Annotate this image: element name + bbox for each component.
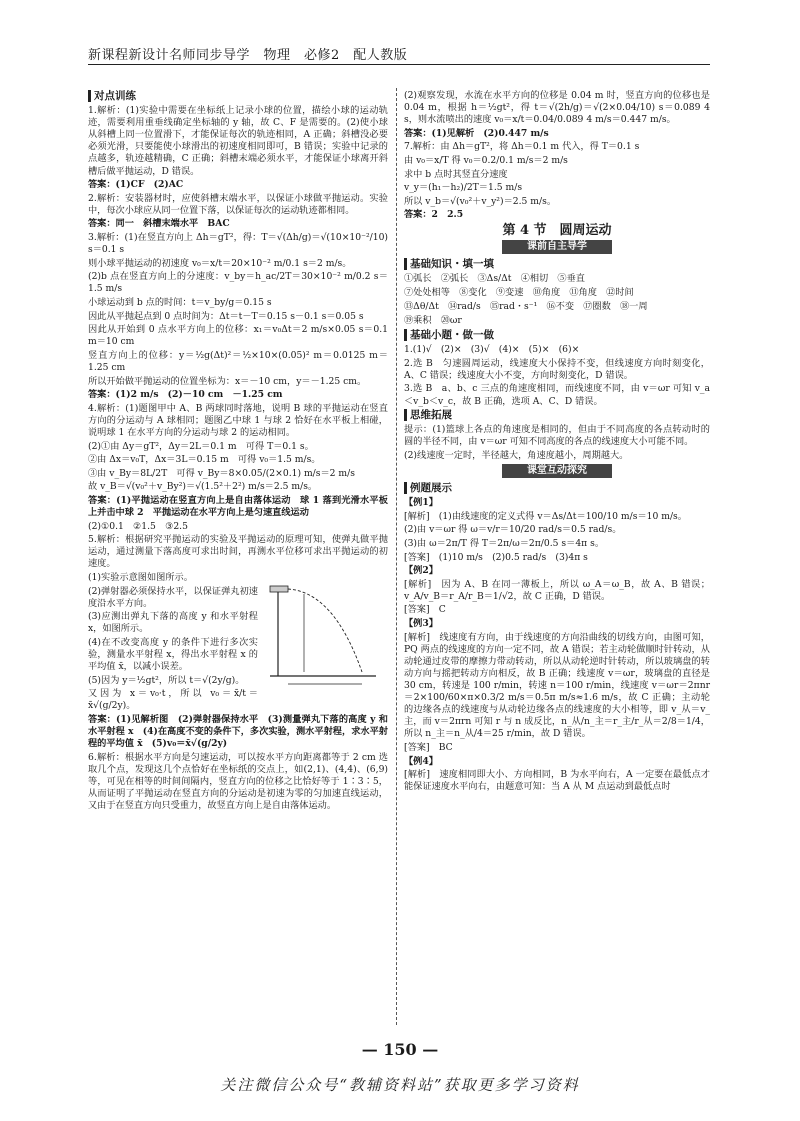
- answer-para: 答案：(1)见解析图 (2)弹射器保持水平 (3)测量弹丸下落的高度 y 和水平射程 x (4)在高度不变的条件下，多次实验，测水平射程，求水平射程的平均值 x̄ (5)v₀＝x̄√(g/2y): [88, 714, 388, 750]
- answer-para: (4)在不改变高度 y 的条件下进行多次实验，测量水平射程 x，得出水平射程 x 的平均值 x̄，以减小误差。: [88, 636, 258, 673]
- answer-para: 4.解析：(1)题图甲中 A、B 两球同时落地，说明 B 球的平抛运动在竖直方向的分运动与 A 球相同；题图乙中球 1 与球 2 恰好在水平板上相碰，说明球 1 在水平方向的分运动与球 2 的运动相同。: [88, 402, 388, 438]
- answer-para: 3.选 B a、b、c 三点的角速度相同，而线速度不同，由 v＝ωr 可知 v_a＜v_b＜v_c，故 B 正确，选项 A、C、D 错误。: [404, 383, 710, 407]
- answer-para: [解析] (1)由线速度的定义式得 v＝Δs/Δt＝100/10 m/s＝10 m/s。: [404, 510, 687, 522]
- fill-answers: ⑬Δθ/Δt ⑭rad/s ⑮rad・s⁻¹ ⑯不变 ⑰圈数 ⑱一周: [404, 300, 648, 312]
- answer-para: 小球运动到 b 点的时间：t＝v_by/g＝0.15 s: [88, 297, 272, 308]
- header-rule: [88, 64, 710, 65]
- answer-para: 所以 v_b＝√(v₀²＋v_y²)＝2.5 m/s。: [404, 195, 557, 207]
- answer-para: 由 v₀＝x/T 得 v₀＝0.2/0.1 m/s＝2 m/s: [404, 154, 568, 166]
- section-heading-basic: 基础知识・填一填: [404, 258, 710, 270]
- section-band: 课前自主导学: [502, 240, 612, 254]
- example-label: 【例2】: [404, 565, 438, 577]
- answer-para: 6.解析：根据水平方向是匀速运动，可以按水平方向距离都等于 2 cm 选取几个点，发现这几个点恰好在坐标纸的交点上，如(2,1)、(4,4)、(6,9)等，可见在相等的时间间隔内，竖直方向的位移之比恰好等于 1∶3∶5，从而证明了平抛运动在竖直方向的分运动是初速为零的匀加速直线运动，又由于在竖直方向只受重力，故竖直方向上是自由落体运动。: [88, 751, 388, 812]
- answer-para: 求中 b 点时其竖直分速度: [404, 168, 508, 180]
- answer-para: 则小球平抛运动的初速度 v₀＝x/t＝20×10⁻² m/0.1 s＝2 m/s。: [88, 257, 352, 269]
- answer-para: 1.(1)√ (2)× (3)√ (4)× (5)× (6)×: [404, 344, 580, 356]
- answer-para: [解析] 因为 A、B 在同一薄板上，所以 ω_A＝ω_B，故 A、B 错误；v_A/v_B＝r_A/r_B＝1/√2，故 C 正确，D 错误。: [404, 578, 710, 602]
- footer-note: 关注微信公众号“教辅资料站”获取更多学习资料: [220, 1076, 580, 1094]
- answer-para: (2)b 点在竖直方向上的分速度：v_by＝h_ac/2T＝30×10⁻² m/0.2 s＝1.5 m/s: [88, 271, 388, 295]
- answer-para: ③由 v_By＝8L/2T 可得 v_By＝8×0.05/(2×0.1) m/s＝2 m/s: [88, 467, 355, 479]
- answer-para: (1)实验示意图如图所示。: [88, 571, 193, 583]
- answer-para: (5)因为 y＝½gt²，所以 t＝√(2y/g)。: [88, 674, 245, 686]
- answer-para: (2)弹射器必须保持水平，以保证弹丸初速度沿水平方向。: [88, 585, 258, 609]
- fill-answers: ⑲乘积 ⑳ωr: [404, 315, 462, 326]
- answer-para: v_y＝(h₁－h₂)/2T＝1.5 m/s: [404, 182, 523, 194]
- answer-para: 2.解析：安装器材时，应使斜槽末端水平，以保证小球做平抛运动。实验中，每次小球应从同一位置下落，以保证每次的运动轨迹都相同。: [88, 192, 388, 216]
- running-header: 新课程新设计名师同步导学 物理 必修2 配人教版: [88, 48, 408, 63]
- answer-para: [答案] BC: [404, 742, 453, 753]
- column-divider: [396, 88, 397, 1025]
- answer-para: 答案：(1)CF (2)AC: [88, 179, 184, 191]
- answer-para: 因此从开始到 0 点水平方向上的位移：x₁＝v₀Δt＝2 m/s×0.05 s＝0.1 m＝10 cm: [88, 324, 388, 348]
- example-label: 【例4】: [404, 755, 438, 767]
- answer-para: 故 v_B＝√(v₀²＋v_By²)＝√(1.5²＋2²) m/s＝2.5 m/s。: [88, 481, 318, 493]
- answer-para: 答案：(1)2 m/s (2)－10 cm －1.25 cm: [88, 389, 283, 401]
- example-label: 【例3】: [404, 618, 438, 630]
- right-column: [404, 90, 710, 795]
- answer-para: 提示：(1)篮球上各点的角速度是相同的，但由于不同高度的各点转动时的圆的半径不同，由 v＝ωr 可知不同高度的各点的线速度大小可能不同。: [404, 424, 710, 448]
- answer-para: (2)线速度一定时，半径越大，角速度越小，周期越大。: [404, 449, 629, 461]
- answer-para: 又因为 x＝v₀·t，所以 v₀＝x̄/t＝x̄√(g/2y)。: [88, 688, 258, 712]
- answer-para: 竖直方向上的位移：y＝½g(Δt)²＝½×10×(0.05)² m＝0.0125 m＝1.25 cm: [88, 349, 388, 373]
- section-heading-quiz: 基础小题・做一做: [404, 329, 710, 341]
- left-column: [88, 90, 388, 814]
- example-label: 【例1】: [404, 497, 438, 509]
- answer-para: (2)①由 Δy＝gT²，Δy＝2L＝0.1 m 可得 T＝0.1 s。: [88, 440, 314, 452]
- page-number: — 150 —: [361, 1040, 439, 1059]
- section-heading-think: 思维拓展: [404, 409, 710, 421]
- answer-para: [解析] 速度相同即大小、方向相同，B 为水平向右，A 一定要在最低点才能保证速度水平向右，由题意可知：当 A 从 M 点运动到最低点时: [404, 769, 710, 793]
- fill-answers: ①弧长 ②弧长 ③Δs/Δt ④相切 ⑤垂直: [404, 272, 585, 284]
- answer-para: 答案：(1)见解析 (2)0.447 m/s: [404, 127, 549, 139]
- section-heading-examples: 例题展示: [404, 482, 710, 494]
- answer-para: (2)观察发现，水流在水平方向的位移是 0.04 m 时，竖直方向的位移也是 0.04 m，根据 h＝½gt²，得 t＝√(2h/g)＝√(2×0.04/10) s＝0.089 4 s，则水流喷出的速度 v₀＝x/t＝0.04/0.089 4 m/s＝0.447 m/s。: [404, 90, 710, 126]
- answer-para: 3.解析：(1)在竖直方向上 Δh＝gT²，得：T＝√(Δh/g)＝√(10×10⁻²/10) s＝0.1 s: [88, 232, 388, 256]
- answer-para: (3)由 ω＝2π/T 得 T＝2π/ω＝2π/0.5 s＝4π s。: [404, 538, 605, 549]
- chapter-title: 第 4 节 圆周运动: [502, 223, 612, 239]
- section-heading-training: 对点训练: [88, 90, 388, 102]
- answer-para: ②由 Δx＝v₀T，Δx＝3L＝0.15 m 可得 v₀＝1.5 m/s。: [88, 454, 321, 466]
- answer-para: 7.解析：由 Δh＝gT²，将 Δh＝0.1 m 代入，得 T＝0.1 s: [404, 141, 640, 153]
- answer-para: 因此从平抛起点到 0 点时间为：Δt＝t－T＝0.15 s－0.1 s＝0.05 s: [88, 310, 364, 322]
- answer-para: (2)由 v＝ωr 得 ω＝v/r＝10/20 rad/s＝0.5 rad/s。: [404, 524, 622, 536]
- answer-para: [答案] (1)10 m/s (2)0.5 rad/s (3)4π s: [404, 551, 588, 563]
- answer-para: 2.选 B 匀速圆周运动，线速度大小保持不变，但线速度方向时刻变化，A、C 错误；线速度大小不变，方向时刻变化，D 错误。: [404, 357, 710, 381]
- section-band: 课堂互动探究: [502, 464, 612, 478]
- answer-para: [解析] 线速度有方向，由于线速度的方向沿曲线的切线方向，由图可知，PQ 两点的线速度的方向一定不同，故 A 错误；若主动轮做顺时针转动，从动轮通过皮带的摩擦力带动转动，所以从动轮逆时针转动，所以玻璃盘的转动方向与摇把转动方向相反，故 B 正确；线速度 v＝ωr，玻璃盘的直径是 30 cm，转速是 100 r/min，转速 n＝100 r/min，线速度 v＝ωr＝2πnr＝2×100/60×π×0.3/2 m/s＝0.5π m/s≈1.6 m/s，故 C 正确；主动轮的边缘各点的线速度与从动轮边缘各点的线速度的大小相等，即 v_从＝v_主，而 v＝2πrn 可知 r 与 n 成反比，n_从/n_主＝r_主/r_从＝2/8＝1/4，所以 n_主＝n_从/4＝25 r/min，故 D 错误。: [404, 631, 710, 740]
- answer-para: 答案：2 2.5: [404, 209, 464, 221]
- answer-para: 答案：同一 斜槽末端水平 BAC: [88, 218, 230, 230]
- fill-answers: ⑦处处相等 ⑧变化 ⑨变速 ⑩角度 ⑪角度 ⑫时间: [404, 286, 634, 298]
- projectile-apparatus-figure: [264, 572, 384, 692]
- answer-para: 答案：(1)平抛运动在竖直方向上是自由落体运动 球 1 落到光滑水平板上并击中球 2 平抛运动在水平方向上是匀速直线运动: [88, 494, 388, 518]
- answer-para: 所以开始做平抛运动的位置坐标为：x＝－10 cm，y＝－1.25 cm。: [88, 375, 367, 387]
- answer-para: 5.解析：根据研究平抛运动的实验及平抛运动的原理可知，使弹丸做平抛运动，通过测量下落高度可求出时间，再测水平位移可求出平抛运动的初速度。: [88, 534, 388, 570]
- answer-para: (3)应测出弹丸下落的高度 y 和水平射程 x，如图所示。: [88, 611, 258, 635]
- answer-para: [答案] C: [404, 604, 446, 616]
- answer-para: 1.解析：(1)实验中需要在坐标纸上记录小球的位置，描绘小球的运动轨迹，需要利用重垂线确定坐标轴的 y 轴，故 C、F 是需要的。(2)使小球从斜槽上同一位置滑下，才能保证每次的轨迹相同，A 正确；斜槽没必要必须光滑，只要能使小球滑出的初速度相同即可，B 错误；实验中记录的点越多，轨迹越精确，C 正确；斜槽末端必须水平，才能保证小球离开斜槽后做平抛运动，D 错误。: [88, 105, 388, 177]
- answer-para: (2)①0.1 ②1.5 ③2.5: [88, 520, 188, 532]
